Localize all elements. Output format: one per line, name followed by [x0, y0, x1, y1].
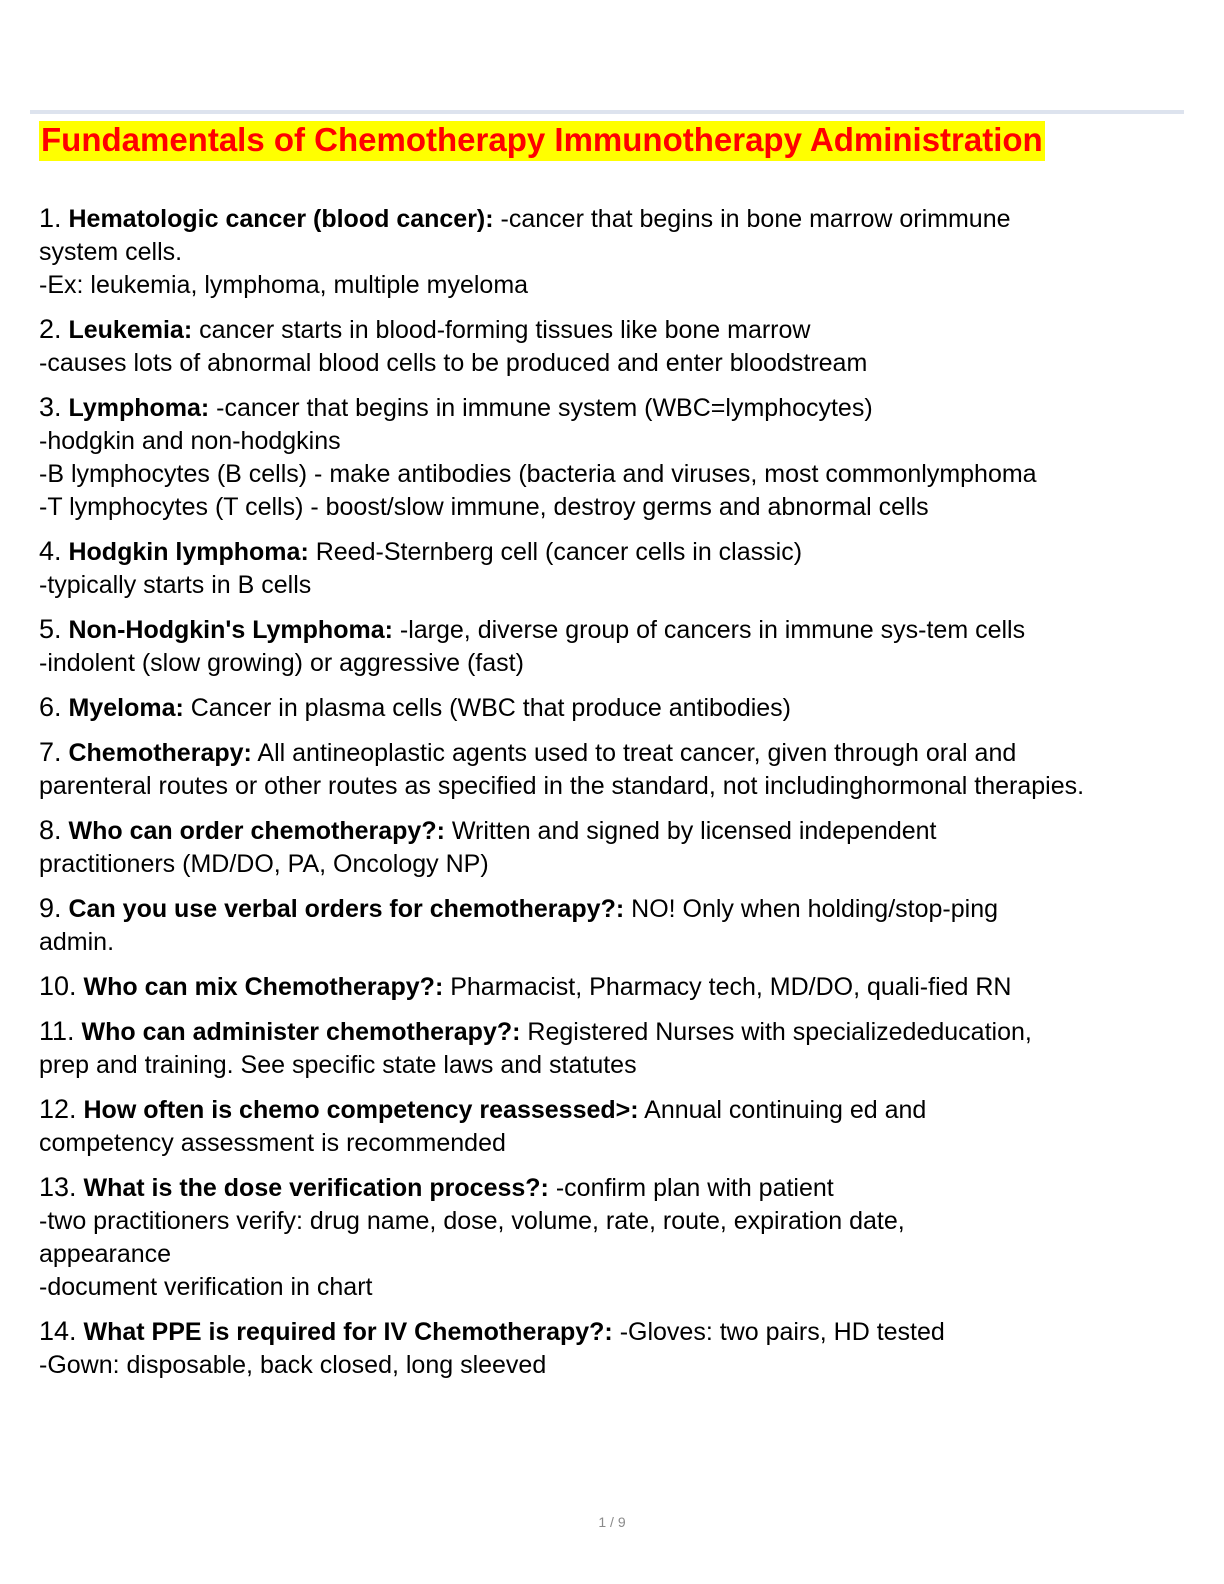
entry-number: 10. [39, 971, 77, 1001]
entry-first-line [39, 535, 1189, 569]
entry-definition: -cancer that begins in bone marrow orimmune [493, 205, 1011, 233]
entry-term: Hematologic cancer (blood cancer): [68, 205, 494, 233]
entry-number: 7. [39, 737, 62, 767]
entry-first-line [39, 1093, 1189, 1127]
entry-number: 3. [39, 392, 62, 422]
entry-first-line [39, 814, 1189, 848]
list-item [39, 202, 1189, 302]
entry-first-line [39, 736, 1189, 770]
list-item [39, 736, 1189, 803]
entry-number: 5. [39, 614, 62, 644]
entry-first-line [39, 391, 1189, 425]
entry-detail-line: -hodgkin and non-hodgkins [39, 427, 341, 455]
entry-number: 9. [39, 893, 62, 923]
entry-number: 12. [39, 1094, 77, 1124]
list-item [39, 535, 1189, 602]
entry-first-line [39, 970, 1189, 1004]
entry-number: 4. [39, 536, 62, 566]
entry-first-line [39, 1315, 1189, 1349]
entry-number: 13. [39, 1172, 77, 1202]
list-item [39, 691, 1189, 725]
entry-detail-line: -causes lots of abnormal blood cells to be produced and enter bloodstream [39, 349, 868, 377]
entry-detail-line: prep and training. See specific state laws and statutes [39, 1051, 637, 1079]
entry-detail-line: admin. [39, 928, 115, 956]
entry-number: 6. [39, 692, 62, 722]
entry-number: 14. [39, 1316, 77, 1346]
entry-term: Leukemia: [68, 316, 193, 344]
entry-term: Myeloma: [68, 694, 184, 722]
entry-first-line [39, 613, 1189, 647]
entry-detail-line: practitioners (MD/DO, PA, Oncology NP) [39, 850, 489, 878]
entry-detail-line: -Gown: disposable, back closed, long sleeved [39, 1351, 547, 1379]
entry-detail-line: parenteral routes or other routes as specified in the standard, not includinghormonal therapies. [39, 772, 1085, 800]
entry-definition: -confirm plan with patient [548, 1174, 834, 1202]
list-item [39, 1171, 1189, 1304]
entry-term: Hodgkin lymphoma: [68, 538, 309, 566]
entry-term: Chemotherapy: [68, 739, 252, 767]
entry-term: What PPE is required for IV Chemotherapy?: [83, 1318, 613, 1346]
entry-first-line [39, 691, 1189, 725]
entry-definition: Written and signed by licensed independent [444, 817, 937, 845]
entry-term: What is the dose verification process?: [83, 1174, 549, 1202]
entry-term: Non-Hodgkin's Lymphoma: [68, 616, 393, 644]
entry-detail-line: -Ex: leukemia, lymphoma, multiple myeloma [39, 271, 529, 299]
entry-definition: All antineoplastic agents used to treat cancer, given through oral and [251, 739, 1017, 767]
entry-first-line [39, 313, 1189, 347]
entry-first-line [39, 892, 1189, 926]
entry-detail-line: -document verification in chart [39, 1273, 373, 1301]
entry-number: 8. [39, 815, 62, 845]
entry-term: Who can mix Chemotherapy?: [83, 973, 444, 1001]
entry-definition: Annual continuing ed and [638, 1096, 927, 1124]
list-item [39, 970, 1189, 1004]
entry-detail-line: -T lymphocytes (T cells) - boost/slow immune, destroy germs and abnormal cells [39, 493, 929, 521]
entry-first-line [39, 1171, 1189, 1205]
entry-number: 11. [39, 1016, 75, 1046]
entry-definition: Cancer in plasma cells (WBC that produce antibodies) [183, 694, 792, 722]
entry-number: 2. [39, 314, 62, 344]
entry-term: Who can administer chemotherapy?: [81, 1018, 521, 1046]
list-item [39, 1315, 1189, 1382]
entry-term: Who can order chemotherapy?: [68, 817, 445, 845]
entry-detail-line: -indolent (slow growing) or aggressive (fast) [39, 649, 524, 677]
list-item [39, 613, 1189, 680]
document-title: Fundamentals of Chemotherapy Immunotherapy Administration [39, 121, 1045, 161]
list-item [39, 892, 1189, 959]
entry-detail-line: -typically starts in B cells [39, 571, 312, 599]
entry-detail-line: competency assessment is recommended [39, 1129, 506, 1157]
list-item [39, 313, 1189, 380]
entry-detail-line: system cells. [39, 238, 183, 266]
entry-detail-line: appearance [39, 1240, 172, 1268]
entry-definition: NO! Only when holding/stop-ping [624, 895, 999, 923]
entry-definition: Pharmacist, Pharmacy tech, MD/DO, quali-fied RN [443, 973, 1012, 1001]
entry-term: Can you use verbal orders for chemotherapy?: [68, 895, 625, 923]
entry-number: 1. [39, 203, 62, 233]
page-indicator: 1 / 9 [598, 1514, 626, 1530]
entry-definition: Registered Nurses with specializededucation, [520, 1018, 1032, 1046]
entry-term: Lymphoma: [68, 394, 210, 422]
entry-detail-line: -two practitioners verify: drug name, dose, volume, rate, route, expiration date, [39, 1207, 905, 1235]
entry-definition: -Gloves: two pairs, HD tested [612, 1318, 945, 1346]
entry-definition: Reed-Sternberg cell (cancer cells in classic) [308, 538, 803, 566]
entry-detail-line: -B lymphocytes (B cells) - make antibodies (bacteria and viruses, most commonlymphoma [39, 460, 1037, 488]
flashcard-list [39, 202, 1189, 1393]
entry-definition: -large, diverse group of cancers in immune sys-tem cells [392, 616, 1026, 644]
list-item [39, 814, 1189, 881]
entry-definition: cancer starts in blood-forming tissues like bone marrow [192, 316, 811, 344]
list-item [39, 1093, 1189, 1160]
list-item [39, 391, 1189, 524]
list-item [39, 1015, 1189, 1082]
entry-definition: -cancer that begins in immune system (WBC=lymphocytes) [209, 394, 873, 422]
entry-term: How often is chemo competency reassessed>: [83, 1096, 639, 1124]
entry-first-line [39, 202, 1189, 236]
entry-first-line [39, 1015, 1189, 1049]
header-divider [30, 110, 1184, 114]
